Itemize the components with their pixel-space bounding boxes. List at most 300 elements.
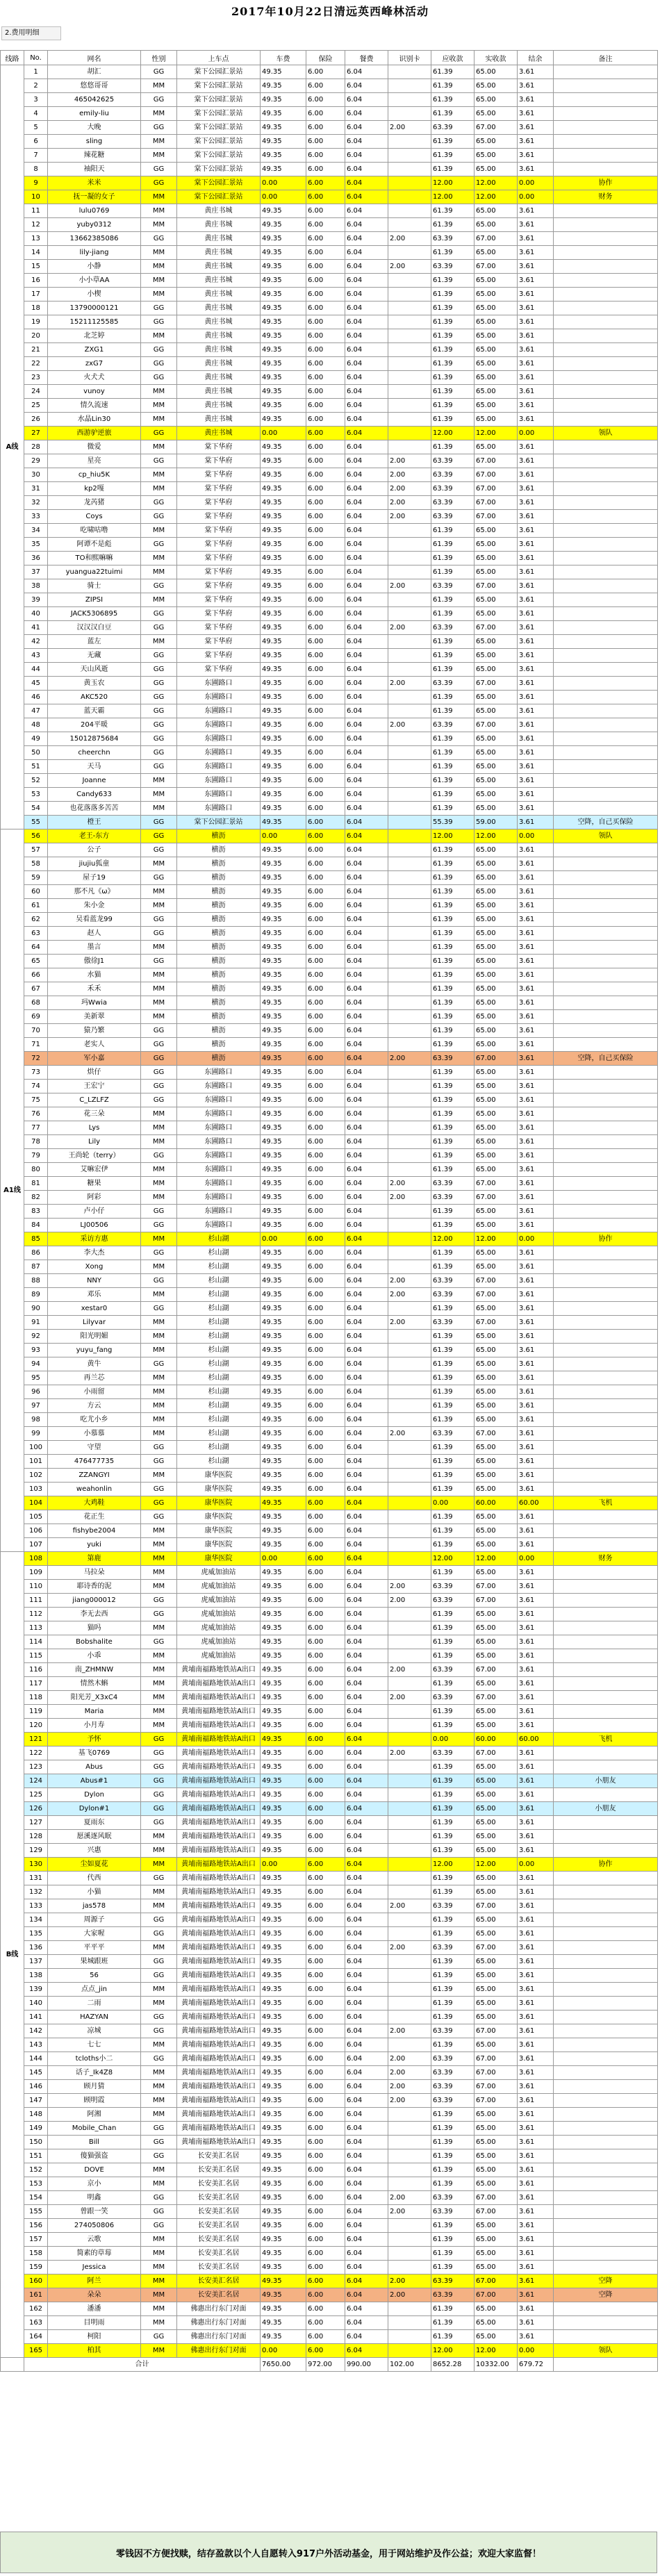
cell-card	[388, 927, 431, 941]
cell-paid: 65.00	[475, 399, 518, 413]
cell-paid: 65.00	[475, 899, 518, 913]
cell-no: 103	[24, 1483, 48, 1496]
cell-gender: GG	[141, 2330, 177, 2344]
cell-name: 悠悠哥哥	[48, 79, 141, 93]
cell-ins: 6.00	[306, 496, 345, 510]
cell-paid: 65.00	[475, 274, 518, 288]
cell-ins: 6.00	[306, 968, 345, 982]
cell-ins: 6.00	[306, 121, 345, 135]
cell-fee: 49.35	[261, 2316, 306, 2330]
cell-no: 148	[24, 2108, 48, 2122]
column-header: 线路	[1, 51, 24, 65]
table-row	[1, 1885, 658, 1899]
cell-bal: 3.61	[518, 941, 554, 955]
cell-bal: 3.61	[518, 524, 554, 538]
cell-paid: 12.00	[475, 190, 518, 204]
cell-fee: 49.35	[261, 2038, 306, 2052]
cell-name: 阳光明媚	[48, 1330, 141, 1344]
cell-meal: 6.04	[345, 121, 388, 135]
cell-paid: 65.00	[475, 1205, 518, 1219]
cell-due: 61.39	[431, 691, 475, 704]
cell-due: 0.00	[431, 1496, 475, 1510]
cell-due: 61.39	[431, 1219, 475, 1232]
cell-name: 北芝婷	[48, 329, 141, 343]
cell-stop: 横沥	[177, 996, 261, 1010]
cell-gender: MM	[141, 1983, 177, 1997]
table-row	[1, 1997, 658, 2011]
cell-no: 8	[24, 163, 48, 176]
cell-stop: 佛惠出行东门对面	[177, 2302, 261, 2316]
cell-paid: 65.00	[475, 2219, 518, 2233]
cell-card	[388, 2122, 431, 2136]
cell-stop: 黄庄书城	[177, 288, 261, 302]
cell-stop: 棠下华府	[177, 621, 261, 635]
cell-name: Coys	[48, 510, 141, 524]
cell-card: 2.00	[388, 2205, 431, 2219]
cell-name: 第鹿	[48, 1552, 141, 1566]
cell-bal: 3.61	[518, 955, 554, 968]
cell-card	[388, 1802, 431, 1816]
cell-no: 114	[24, 1635, 48, 1649]
cell-due: 61.39	[431, 857, 475, 871]
cell-fee: 49.35	[261, 913, 306, 927]
cell-paid: 65.00	[475, 2302, 518, 2316]
cell-fee: 49.35	[261, 760, 306, 774]
cell-meal: 6.04	[345, 1024, 388, 1038]
cell-card	[388, 357, 431, 371]
cell-fee: 49.35	[261, 1969, 306, 1983]
table-row	[1, 65, 658, 79]
cell-meal: 6.04	[345, 1594, 388, 1608]
cell-bal: 0.00	[518, 2344, 554, 2358]
cell-paid: 65.00	[475, 1093, 518, 1107]
cell-gender: MM	[141, 1371, 177, 1385]
cell-bal: 3.61	[518, 1774, 554, 1788]
cell-name: 果城跟班	[48, 1955, 141, 1969]
cell-fee: 49.35	[261, 1538, 306, 1552]
cell-name: jas578	[48, 1899, 141, 1913]
cell-no: 10	[24, 190, 48, 204]
cell-paid: 67.00	[475, 2274, 518, 2288]
cell-fee: 49.35	[261, 885, 306, 899]
cell-no: 156	[24, 2219, 48, 2233]
cell-no: 111	[24, 1594, 48, 1608]
cell-card	[388, 1010, 431, 1024]
cell-note: 财务	[554, 190, 658, 204]
table-row	[1, 704, 658, 718]
cell-name: 汉汉汉白豆	[48, 621, 141, 635]
cell-name: 简素的草莓	[48, 2247, 141, 2261]
cell-name: 476477735	[48, 1455, 141, 1469]
table-row	[1, 1024, 658, 1038]
cell-paid: 65.00	[475, 1608, 518, 1621]
cell-card	[388, 1163, 431, 1177]
cell-gender: MM	[141, 1232, 177, 1246]
cell-paid: 67.00	[475, 718, 518, 732]
cell-stop: 棠下华府	[177, 524, 261, 538]
cell-meal: 6.04	[345, 1385, 388, 1399]
cell-due: 61.39	[431, 2122, 475, 2136]
cell-name: 公子	[48, 843, 141, 857]
cell-name: 蓝天霸	[48, 704, 141, 718]
cell-card	[388, 1149, 431, 1163]
table-row	[1, 1830, 658, 1844]
cell-bal: 3.61	[518, 1385, 554, 1399]
cell-ins: 6.00	[306, 2122, 345, 2136]
cell-card	[388, 176, 431, 190]
cell-stop: 黄庄书城	[177, 413, 261, 427]
cell-gender: MM	[141, 1552, 177, 1566]
cell-fee: 0.00	[261, 427, 306, 440]
cell-paid: 67.00	[475, 1747, 518, 1760]
cell-card: 2.00	[388, 1274, 431, 1288]
cell-note	[554, 1344, 658, 1357]
cell-note	[554, 1677, 658, 1691]
cell-fee: 49.35	[261, 1788, 306, 1802]
cell-bal: 60.00	[518, 1733, 554, 1747]
cell-note: 领队	[554, 829, 658, 843]
cell-gender: MM	[141, 1997, 177, 2011]
cell-name: 吴看蓝龙99	[48, 913, 141, 927]
cell-card	[388, 1246, 431, 1260]
cell-fee: 49.35	[261, 843, 306, 857]
cell-note	[554, 774, 658, 788]
cell-stop: 东圃路口	[177, 1093, 261, 1107]
table-row	[1, 2261, 658, 2274]
cell-name: 军小嘉	[48, 1052, 141, 1066]
table-row	[1, 1149, 658, 1163]
cell-meal: 6.04	[345, 2288, 388, 2302]
table-row	[1, 899, 658, 913]
cell-note	[554, 2052, 658, 2066]
cell-meal: 6.04	[345, 829, 388, 843]
cell-name: 抚一凝的女子	[48, 190, 141, 204]
table-row	[1, 2024, 658, 2038]
cell-fee: 0.00	[261, 190, 306, 204]
cell-card	[388, 1913, 431, 1927]
cell-bal: 3.61	[518, 635, 554, 649]
cell-meal: 6.04	[345, 1983, 388, 1997]
cell-due: 61.39	[431, 2247, 475, 2261]
table-row	[1, 649, 658, 663]
cell-ins: 6.00	[306, 1955, 345, 1969]
cell-card	[388, 955, 431, 968]
cell-due: 63.39	[431, 1316, 475, 1330]
cell-no: 37	[24, 565, 48, 579]
cell-bal: 3.61	[518, 857, 554, 871]
cell-ins: 6.00	[306, 538, 345, 552]
cell-no: 104	[24, 1496, 48, 1510]
cell-name: 方云	[48, 1399, 141, 1413]
cell-gender: MM	[141, 635, 177, 649]
table-row	[1, 1594, 658, 1608]
cell-meal: 6.04	[345, 1760, 388, 1774]
cell-name: 15211125585	[48, 315, 141, 329]
cell-bal: 3.61	[518, 1677, 554, 1691]
table-row	[1, 468, 658, 482]
cell-note	[554, 1302, 658, 1316]
cell-ins: 6.00	[306, 1719, 345, 1733]
cell-fee: 49.35	[261, 343, 306, 357]
cell-card	[388, 1399, 431, 1413]
cell-fee: 49.35	[261, 718, 306, 732]
cell-card	[388, 1830, 431, 1844]
table-row	[1, 2052, 658, 2066]
cell-stop: 棠下华府	[177, 510, 261, 524]
cell-note	[554, 149, 658, 163]
cell-no: 118	[24, 1691, 48, 1705]
cell-bal: 3.61	[518, 843, 554, 857]
cell-stop: 横沥	[177, 871, 261, 885]
cell-name: 花正生	[48, 1510, 141, 1524]
cell-note	[554, 1885, 658, 1899]
cell-due: 61.39	[431, 1913, 475, 1927]
cell-stop: 长安美汇名居	[177, 2177, 261, 2191]
cell-name: 凉城	[48, 2024, 141, 2038]
cell-no: 126	[24, 1802, 48, 1816]
cell-gender: MM	[141, 565, 177, 579]
cell-fee: 49.35	[261, 357, 306, 371]
table-row	[1, 1121, 658, 1135]
cell-bal: 3.61	[518, 2011, 554, 2024]
cell-paid: 65.00	[475, 79, 518, 93]
cell-note	[554, 107, 658, 121]
cell-name: Joanne	[48, 774, 141, 788]
cell-note	[554, 315, 658, 329]
table-row	[1, 1344, 658, 1357]
table-row	[1, 2274, 658, 2288]
cell-card	[388, 1093, 431, 1107]
cell-note	[554, 371, 658, 385]
table-row	[1, 1483, 658, 1496]
cell-card	[388, 704, 431, 718]
cell-note	[554, 468, 658, 482]
cell-stop: 黄埔南福路地铁站A出口	[177, 1955, 261, 1969]
cell-due: 61.39	[431, 1093, 475, 1107]
cell-no: 79	[24, 1149, 48, 1163]
cell-fee: 49.35	[261, 857, 306, 871]
cell-fee: 49.35	[261, 1663, 306, 1677]
cell-card	[388, 1107, 431, 1121]
table-row	[1, 1260, 658, 1274]
cell-stop: 横沥	[177, 899, 261, 913]
cell-meal: 6.04	[345, 802, 388, 816]
cell-paid: 67.00	[475, 2080, 518, 2094]
cell-gender: GG	[141, 1080, 177, 1093]
cell-no: 81	[24, 1177, 48, 1191]
cell-card	[388, 385, 431, 399]
cell-due: 61.39	[431, 1260, 475, 1274]
cell-meal: 6.04	[345, 1052, 388, 1066]
cell-ins: 6.00	[306, 482, 345, 496]
cell-card	[388, 1566, 431, 1580]
cell-card	[388, 1719, 431, 1733]
cell-card: 2.00	[388, 1941, 431, 1955]
cell-meal: 6.04	[345, 1274, 388, 1288]
cell-paid: 65.00	[475, 357, 518, 371]
cell-gender: MM	[141, 1524, 177, 1538]
cell-name: 兴惠	[48, 1844, 141, 1858]
cell-no: 97	[24, 1399, 48, 1413]
cell-due: 61.39	[431, 1677, 475, 1691]
cell-stop: 黄埔南福路地铁站A出口	[177, 1788, 261, 1802]
cell-fee: 49.35	[261, 1941, 306, 1955]
cell-due: 61.39	[431, 218, 475, 232]
cell-gender: MM	[141, 2247, 177, 2261]
cell-note	[554, 1469, 658, 1483]
cell-stop: 黄埔南福路地铁站A出口	[177, 1885, 261, 1899]
cell-ins: 6.00	[306, 1469, 345, 1483]
cell-ins: 6.00	[306, 1163, 345, 1177]
cell-meal: 6.04	[345, 454, 388, 468]
cell-fee: 49.35	[261, 746, 306, 760]
cell-fee: 49.35	[261, 607, 306, 621]
table-row	[1, 1802, 658, 1816]
cell-meal: 6.04	[345, 1941, 388, 1955]
table-row	[1, 1719, 658, 1733]
cell-note	[554, 2247, 658, 2261]
cell-bal: 0.00	[518, 427, 554, 440]
cell-ins: 6.00	[306, 1899, 345, 1913]
cell-no: 145	[24, 2066, 48, 2080]
cell-note	[554, 246, 658, 260]
table-row	[1, 1232, 658, 1246]
cell-gender: MM	[141, 1941, 177, 1955]
cell-ins: 6.00	[306, 163, 345, 176]
cell-bal: 3.61	[518, 1830, 554, 1844]
cell-card	[388, 1969, 431, 1983]
cell-paid: 67.00	[475, 1663, 518, 1677]
column-header: 网名	[48, 51, 141, 65]
cell-card	[388, 857, 431, 871]
cell-bal: 3.61	[518, 1107, 554, 1121]
cell-bal: 3.61	[518, 260, 554, 274]
table-row	[1, 454, 658, 468]
cell-fee: 49.35	[261, 1066, 306, 1080]
cell-name: 小乖	[48, 1649, 141, 1663]
cell-bal: 3.61	[518, 2261, 554, 2274]
cell-gender: GG	[141, 2122, 177, 2136]
cell-ins: 6.00	[306, 677, 345, 691]
cell-ins: 6.00	[306, 1872, 345, 1885]
total-ins: 972.00	[306, 2358, 345, 2372]
cell-card	[388, 190, 431, 204]
cell-paid: 12.00	[475, 1552, 518, 1566]
cell-note	[554, 913, 658, 927]
total-label: 合计	[24, 2358, 261, 2372]
cell-no: 45	[24, 677, 48, 691]
cell-stop: 棠下华府	[177, 496, 261, 510]
cell-due: 63.39	[431, 496, 475, 510]
cell-bal: 3.61	[518, 1066, 554, 1080]
cell-paid: 65.00	[475, 440, 518, 454]
cell-ins: 6.00	[306, 1344, 345, 1357]
cell-fee: 49.35	[261, 1885, 306, 1899]
cell-gender: GG	[141, 1302, 177, 1316]
cell-due: 61.39	[431, 1302, 475, 1316]
cell-due: 63.39	[431, 468, 475, 482]
cell-card	[388, 1844, 431, 1858]
cell-gender: MM	[141, 218, 177, 232]
cell-meal: 6.04	[345, 746, 388, 760]
cell-no: 119	[24, 1705, 48, 1719]
cell-name: yuby0312	[48, 218, 141, 232]
cell-gender: MM	[141, 857, 177, 871]
cell-due: 61.39	[431, 885, 475, 899]
cell-ins: 6.00	[306, 1608, 345, 1621]
cell-stop: 黄庄书城	[177, 260, 261, 274]
cell-fee: 49.35	[261, 1774, 306, 1788]
cell-no: 33	[24, 510, 48, 524]
cell-note	[554, 1538, 658, 1552]
cell-no: 74	[24, 1080, 48, 1093]
cell-meal: 6.04	[345, 1288, 388, 1302]
cell-gender: GG	[141, 2205, 177, 2219]
cell-paid: 65.00	[475, 1830, 518, 1844]
cell-name: ZXG1	[48, 343, 141, 357]
cell-bal: 3.61	[518, 1538, 554, 1552]
cell-paid: 65.00	[475, 746, 518, 760]
cell-meal: 6.04	[345, 357, 388, 371]
cell-meal: 6.04	[345, 1969, 388, 1983]
cell-gender: MM	[141, 2094, 177, 2108]
cell-due: 61.39	[431, 1566, 475, 1580]
table-row	[1, 718, 658, 732]
cell-meal: 6.04	[345, 552, 388, 565]
cell-bal: 3.61	[518, 1983, 554, 1997]
cell-no: 15	[24, 260, 48, 274]
cell-fee: 49.35	[261, 1677, 306, 1691]
cell-ins: 6.00	[306, 1705, 345, 1719]
table-row	[1, 538, 658, 552]
cell-name: 大家喔	[48, 1927, 141, 1941]
column-header: 实收款	[475, 51, 518, 65]
cell-meal: 6.04	[345, 1608, 388, 1621]
cell-fee: 49.35	[261, 1913, 306, 1927]
cell-bal: 3.61	[518, 385, 554, 399]
cell-stop: 黄埔南福路地铁站A出口	[177, 1802, 261, 1816]
cell-due: 61.39	[431, 1788, 475, 1802]
cell-stop: 虎威加油站	[177, 1621, 261, 1635]
cell-note	[554, 1385, 658, 1399]
cell-card	[388, 1538, 431, 1552]
cell-bal: 3.61	[518, 2094, 554, 2108]
cell-due: 61.39	[431, 1885, 475, 1899]
cell-ins: 6.00	[306, 982, 345, 996]
cell-meal: 6.04	[345, 885, 388, 899]
cell-bal: 3.61	[518, 704, 554, 718]
cell-no: 46	[24, 691, 48, 704]
cell-fee: 49.35	[261, 2205, 306, 2219]
cell-ins: 6.00	[306, 1510, 345, 1524]
cell-ins: 6.00	[306, 2274, 345, 2288]
cell-name: 13790000121	[48, 302, 141, 315]
cell-note	[554, 1969, 658, 1983]
cell-paid: 65.00	[475, 343, 518, 357]
table-row	[1, 732, 658, 746]
cell-card	[388, 399, 431, 413]
cell-card	[388, 1080, 431, 1093]
cell-stop: 横沥	[177, 968, 261, 982]
cell-note	[554, 1983, 658, 1997]
cell-gender: GG	[141, 1969, 177, 1983]
cell-due: 63.39	[431, 2094, 475, 2108]
cell-stop: 东圃路口	[177, 1163, 261, 1177]
cell-gender: GG	[141, 746, 177, 760]
cell-bal: 3.61	[518, 246, 554, 260]
cell-due: 61.39	[431, 649, 475, 663]
cell-due: 61.39	[431, 65, 475, 79]
